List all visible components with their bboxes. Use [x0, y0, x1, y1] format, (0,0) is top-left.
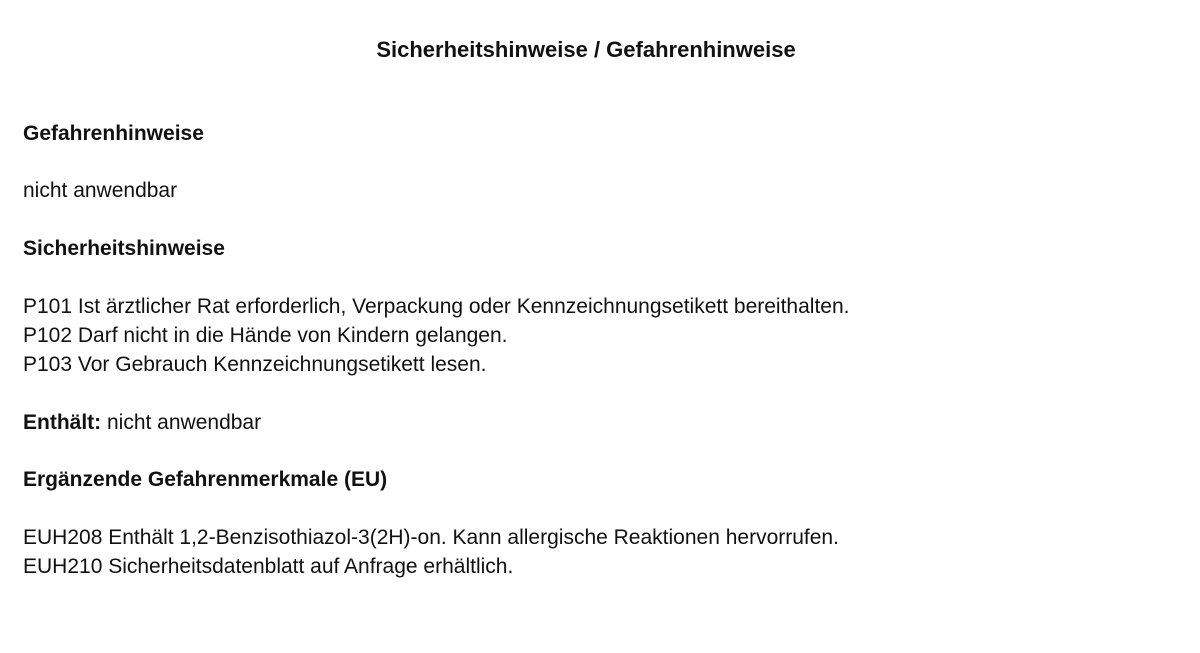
- document-title: Sicherheitshinweise / Gefahrenhinweise: [376, 37, 796, 62]
- hazard-heading: Gefahrenhinweise: [23, 122, 204, 145]
- supplementary-statement-euh210: EUH210 Sicherheitsdatenblatt auf Anfrage erhältlich.: [23, 555, 514, 578]
- safety-statement-p102: P102 Darf nicht in die Hände von Kindern gelangen.: [23, 324, 508, 347]
- safety-heading: Sicherheitshinweise: [23, 237, 225, 260]
- safety-statement-p103: P103 Vor Gebrauch Kennzeichnungsetikett lesen.: [23, 353, 487, 376]
- hazard-text: nicht anwendbar: [23, 179, 178, 202]
- contains-label: Enthält:: [23, 411, 102, 434]
- safety-statement-p101: P101 Ist ärztlicher Rat erforderlich, Verpackung oder Kennzeichnungsetikett bereithalten.: [23, 295, 850, 318]
- supplementary-heading: Ergänzende Gefahrenmerkmale (EU): [23, 468, 388, 491]
- contains-value: nicht anwendbar: [101, 411, 262, 434]
- supplementary-statement-euh208: EUH208 Enthält 1,2-Benzisothiazol-3(2H)-on. Kann allergische Reaktionen hervorrufen.: [23, 526, 839, 549]
- contains-line: [23, 409, 261, 437]
